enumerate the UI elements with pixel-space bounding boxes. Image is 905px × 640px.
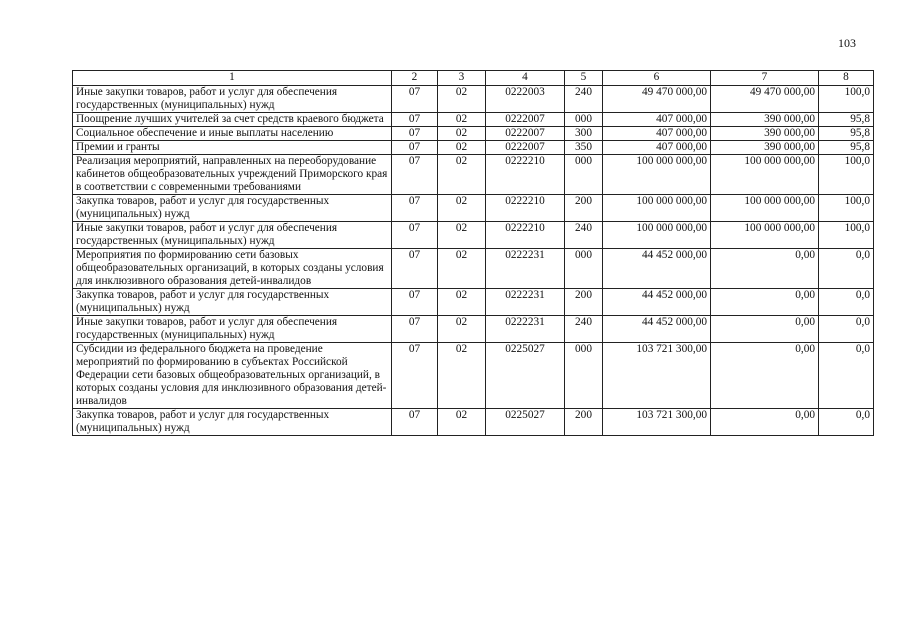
table-row (73, 113, 874, 127)
target-item-code-cell: 0222231 (486, 249, 565, 289)
target-item-code-cell: 0222210 (486, 195, 565, 222)
budget-table (72, 70, 874, 436)
target-item-code-cell: 0225027 (486, 409, 565, 436)
section-code-cell: 07 (392, 141, 438, 155)
percent-cell: 100,0 (819, 86, 874, 113)
table-row (73, 222, 874, 249)
expense-type-code-cell: 000 (565, 249, 603, 289)
plan-amount-cell: 100 000 000,00 (603, 155, 711, 195)
section-code-cell: 07 (392, 249, 438, 289)
table-row (73, 343, 874, 409)
row-name-cell: Закупка товаров, работ и услуг для государственных (муниципальных) нужд (73, 409, 392, 436)
table-row (73, 249, 874, 289)
percent-cell: 95,8 (819, 113, 874, 127)
target-item-code-cell: 0222231 (486, 289, 565, 316)
plan-amount-cell: 407 000,00 (603, 141, 711, 155)
percent-cell: 95,8 (819, 127, 874, 141)
page-number: 103 (838, 36, 856, 50)
target-item-code-cell: 0225027 (486, 343, 565, 409)
row-name-cell: Иные закупки товаров, работ и услуг для обеспечения государственных (муниципальных) нужд (73, 86, 392, 113)
row-name-cell: Мероприятия по формированию сети базовых общеобразовательных организаций, в которых созданы условия для инклюзивного образования детей-инвалидов (73, 249, 392, 289)
plan-amount-cell: 44 452 000,00 (603, 316, 711, 343)
percent-cell: 0,0 (819, 249, 874, 289)
plan-amount-cell: 407 000,00 (603, 127, 711, 141)
header-cell: 2 (392, 71, 438, 86)
actual-amount-cell: 100 000 000,00 (711, 222, 819, 249)
subsection-code-cell: 02 (438, 249, 486, 289)
subsection-code-cell: 02 (438, 127, 486, 141)
actual-amount-cell: 390 000,00 (711, 127, 819, 141)
row-name-cell: Субсидии из федерального бюджета на проведение мероприятий по формированию в субъектах Российской Федерации сети базовых общеобразовательных организаций, в которых созданы условия для инклюзивного образования детей-инвалидов (73, 343, 392, 409)
table-row (73, 289, 874, 316)
expense-type-code-cell: 300 (565, 127, 603, 141)
header-cell: 5 (565, 71, 603, 86)
header-cell: 4 (486, 71, 565, 86)
section-code-cell: 07 (392, 409, 438, 436)
actual-amount-cell: 49 470 000,00 (711, 86, 819, 113)
actual-amount-cell: 0,00 (711, 409, 819, 436)
plan-amount-cell: 100 000 000,00 (603, 195, 711, 222)
subsection-code-cell: 02 (438, 316, 486, 343)
expense-type-code-cell: 000 (565, 343, 603, 409)
expense-type-code-cell: 200 (565, 289, 603, 316)
section-code-cell: 07 (392, 343, 438, 409)
section-code-cell: 07 (392, 86, 438, 113)
plan-amount-cell: 103 721 300,00 (603, 409, 711, 436)
subsection-code-cell: 02 (438, 195, 486, 222)
table-body (73, 86, 874, 436)
actual-amount-cell: 0,00 (711, 316, 819, 343)
row-name-cell: Закупка товаров, работ и услуг для государственных (муниципальных) нужд (73, 195, 392, 222)
percent-cell: 0,0 (819, 343, 874, 409)
row-name-cell: Иные закупки товаров, работ и услуг для обеспечения государственных (муниципальных) нужд (73, 222, 392, 249)
expense-type-code-cell: 000 (565, 155, 603, 195)
expense-type-code-cell: 350 (565, 141, 603, 155)
table-row (73, 316, 874, 343)
row-name-cell: Премии и гранты (73, 141, 392, 155)
subsection-code-cell: 02 (438, 86, 486, 113)
row-name-cell: Социальное обеспечение и иные выплаты населению (73, 127, 392, 141)
row-name-cell: Закупка товаров, работ и услуг для государственных (муниципальных) нужд (73, 289, 392, 316)
section-code-cell: 07 (392, 113, 438, 127)
expense-type-code-cell: 200 (565, 409, 603, 436)
subsection-code-cell: 02 (438, 289, 486, 316)
subsection-code-cell: 02 (438, 113, 486, 127)
header-row (73, 71, 874, 86)
table-row (73, 409, 874, 436)
table-row (73, 141, 874, 155)
actual-amount-cell: 390 000,00 (711, 113, 819, 127)
actual-amount-cell: 0,00 (711, 249, 819, 289)
target-item-code-cell: 0222003 (486, 86, 565, 113)
plan-amount-cell: 44 452 000,00 (603, 249, 711, 289)
subsection-code-cell: 02 (438, 155, 486, 195)
subsection-code-cell: 02 (438, 222, 486, 249)
row-name-cell: Иные закупки товаров, работ и услуг для обеспечения государственных (муниципальных) нужд (73, 316, 392, 343)
subsection-code-cell: 02 (438, 409, 486, 436)
section-code-cell: 07 (392, 195, 438, 222)
row-name-cell: Реализация мероприятий, направленных на переоборудование кабинетов общеобразовательных учреждений Приморского края в соответствии с современными требованиями (73, 155, 392, 195)
percent-cell: 100,0 (819, 222, 874, 249)
expense-type-code-cell: 240 (565, 222, 603, 249)
expense-type-code-cell: 240 (565, 316, 603, 343)
target-item-code-cell: 0222007 (486, 113, 565, 127)
percent-cell: 0,0 (819, 316, 874, 343)
actual-amount-cell: 0,00 (711, 343, 819, 409)
actual-amount-cell: 0,00 (711, 289, 819, 316)
section-code-cell: 07 (392, 316, 438, 343)
table-row (73, 86, 874, 113)
subsection-code-cell: 02 (438, 141, 486, 155)
target-item-code-cell: 0222210 (486, 155, 565, 195)
percent-cell: 95,8 (819, 141, 874, 155)
section-code-cell: 07 (392, 127, 438, 141)
header-cell: 7 (711, 71, 819, 86)
expense-type-code-cell: 240 (565, 86, 603, 113)
percent-cell: 100,0 (819, 195, 874, 222)
section-code-cell: 07 (392, 155, 438, 195)
header-cell: 3 (438, 71, 486, 86)
plan-amount-cell: 44 452 000,00 (603, 289, 711, 316)
target-item-code-cell: 0222007 (486, 127, 565, 141)
actual-amount-cell: 100 000 000,00 (711, 155, 819, 195)
section-code-cell: 07 (392, 222, 438, 249)
row-name-cell: Поощрение лучших учителей за счет средств краевого бюджета (73, 113, 392, 127)
header-cell: 6 (603, 71, 711, 86)
percent-cell: 0,0 (819, 409, 874, 436)
plan-amount-cell: 100 000 000,00 (603, 222, 711, 249)
section-code-cell: 07 (392, 289, 438, 316)
percent-cell: 100,0 (819, 155, 874, 195)
table-row (73, 155, 874, 195)
plan-amount-cell: 407 000,00 (603, 113, 711, 127)
table-row (73, 195, 874, 222)
expense-type-code-cell: 200 (565, 195, 603, 222)
plan-amount-cell: 49 470 000,00 (603, 86, 711, 113)
plan-amount-cell: 103 721 300,00 (603, 343, 711, 409)
expense-type-code-cell: 000 (565, 113, 603, 127)
actual-amount-cell: 100 000 000,00 (711, 195, 819, 222)
percent-cell: 0,0 (819, 289, 874, 316)
actual-amount-cell: 390 000,00 (711, 141, 819, 155)
header-cell: 8 (819, 71, 874, 86)
target-item-code-cell: 0222231 (486, 316, 565, 343)
table-row (73, 127, 874, 141)
subsection-code-cell: 02 (438, 343, 486, 409)
target-item-code-cell: 0222210 (486, 222, 565, 249)
target-item-code-cell: 0222007 (486, 141, 565, 155)
header-cell: 1 (73, 71, 392, 86)
